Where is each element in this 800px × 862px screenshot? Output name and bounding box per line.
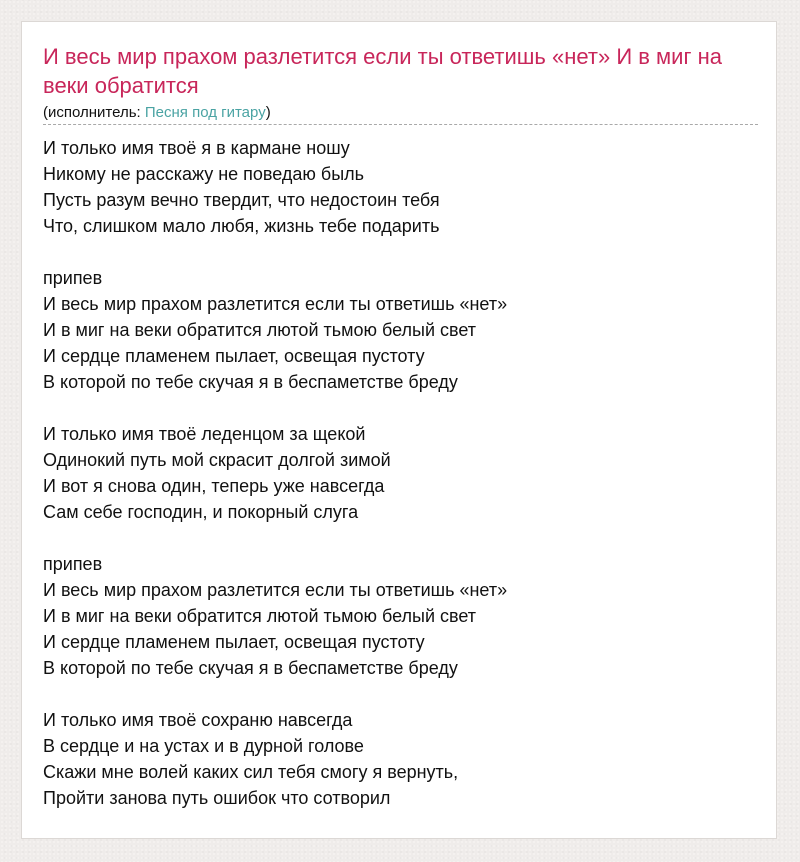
lyric-line: Пусть разум вечно твердит, что недостоин тебя	[43, 190, 440, 210]
artist-line	[43, 104, 758, 125]
lyric-line: Одинокий путь мой скрасит долгой зимой	[43, 450, 391, 470]
chorus-label: припев	[43, 268, 103, 288]
lyric-line: И весь мир прахом разлетится если ты ответишь «нет»	[43, 294, 508, 314]
lyric-line: И сердце пламенем пылает, освещая пустоту	[43, 346, 425, 366]
lyric-line: В которой по тебе скучая я в беспаметстве бреду	[43, 658, 458, 678]
lyric-line: Никому не расскажу не поведаю быль	[43, 164, 365, 184]
lyric-line: Скажи мне волей каких сил тебя смогу я вернуть,	[43, 762, 459, 782]
lyric-line: И только имя твоё сохраню навсегда	[43, 710, 353, 730]
lyric-line: Пройти занова путь ошибок что сотворил	[43, 788, 391, 808]
lyric-line: И в миг на веки обратится лютой тьмою белый свет	[43, 320, 477, 340]
stanza-verse-2	[43, 421, 758, 525]
chorus-label: припев	[43, 554, 103, 574]
song-title: И весь мир прахом разлетится если ты ответишь «нет» И в миг на веки обратится	[43, 44, 722, 98]
lyric-line: И только имя твоё леденцом за щекой	[43, 424, 366, 444]
lyrics-card	[21, 21, 777, 839]
stanza-chorus-2	[43, 551, 758, 681]
artist-prefix: (исполнитель:	[43, 104, 145, 121]
stanza-verse-1	[43, 135, 758, 239]
lyric-line: И весь мир прахом разлетится если ты ответишь «нет»	[43, 580, 508, 600]
lyric-line: И в миг на веки обратится лютой тьмою белый свет	[43, 606, 477, 626]
stanza-chorus-1	[43, 265, 758, 395]
lyric-line: Сам себе господин, и покорный слуга	[43, 502, 359, 522]
lyrics-body	[43, 135, 758, 837]
lyric-line: В сердце и на устах и в дурной голове	[43, 736, 364, 756]
artist-suffix: )	[265, 104, 271, 121]
lyric-line: И вот я снова один, теперь уже навсегда	[43, 476, 385, 496]
artist-link[interactable]: Песня под гитару	[144, 104, 266, 121]
stanza-verse-3	[43, 707, 758, 811]
lyric-line: В которой по тебе скучая я в беспаметстве бреду	[43, 372, 458, 392]
lyric-line: Что, слишком мало любя, жизнь тебе подарить	[43, 216, 440, 236]
lyric-line: И только имя твоё я в кармане ношу	[43, 138, 350, 158]
lyric-line: И сердце пламенем пылает, освещая пустоту	[43, 632, 425, 652]
